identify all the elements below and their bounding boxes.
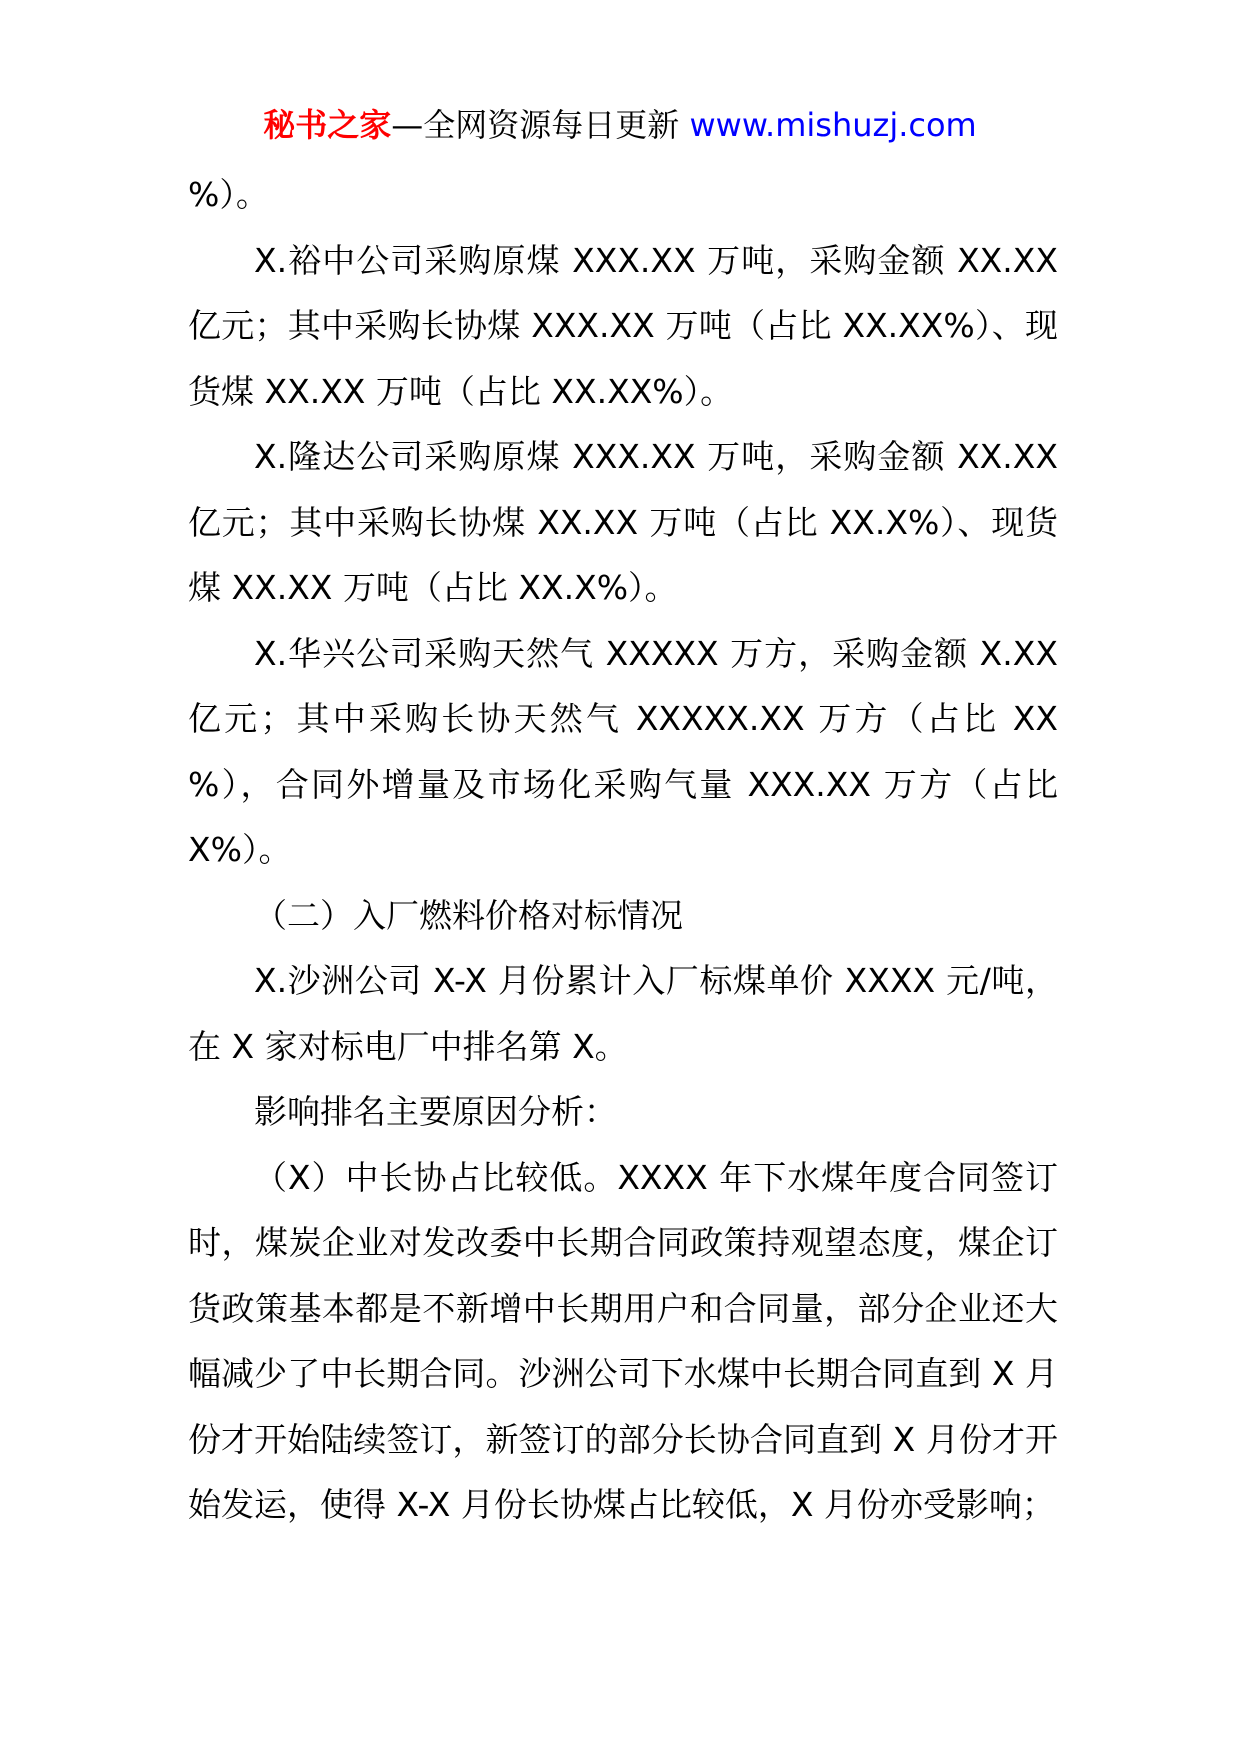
paragraph-longda: X.隆达公司采购原煤 XXX.XX 万吨，采购金额 XX.XX 亿元；其中采购长协煤 XX.XX 万吨（占比 XX.X%）、现货煤 XX.XX 万吨（占比 XX.X%）。 <box>188 437 1058 607</box>
paragraph-huaxing: X.华兴公司采购天然气 XXXXX 万方，采购金额 X.XX 亿元；其中采购长协天然气 XXXXX.XX 万方（占比 XX %），合同外增量及市场化采购气量 XXX.XX 万方（占比 X%）。 <box>188 633 1058 869</box>
page-header <box>0 100 1240 150</box>
paragraph-analysis-intro: 影响排名主要原因分析： <box>254 1092 617 1131</box>
site-url[interactable]: www.mishuzj.com <box>689 106 977 144</box>
paragraph-yuzhong: X.裕中公司采购原煤 XXX.XX 万吨，采购金额 XX.XX 亿元；其中采购长协煤 XXX.XX 万吨（占比 XX.XX%）、现货煤 XX.XX 万吨（占比 XX.XX%）。 <box>188 240 1058 411</box>
section-heading: （二）入厂燃料价格对标情况 <box>254 895 683 935</box>
site-brand: 秘书之家 <box>263 106 392 144</box>
site-tagline: —全网资源每日更新 <box>391 106 680 144</box>
paragraph-shazhou: X.沙洲公司 X-X 月份累计入厂标煤单价 XXXX 元/吨，在 X 家对标电厂中排名第 X。 <box>188 961 1058 1066</box>
document-body <box>188 162 1058 1538</box>
paragraph-reason-1: （X）中长协占比较低。XXXX 年下水煤年度合同签订时，煤炭企业对发改委中长期合同政策持观望态度，煤企订货政策基本都是不新增中长期用户和合同量，部分企业还大幅减少了中长期合同。沙洲公司下水煤中长期合同直到 X 月份才开始陆续签订，新签订的部分长协合同直到 X 月份才开始发运，使得 X-X 月份长协煤占比较低，X 月份亦受影响； <box>188 1157 1058 1524</box>
paragraph-continuation: %）。 <box>188 175 269 214</box>
